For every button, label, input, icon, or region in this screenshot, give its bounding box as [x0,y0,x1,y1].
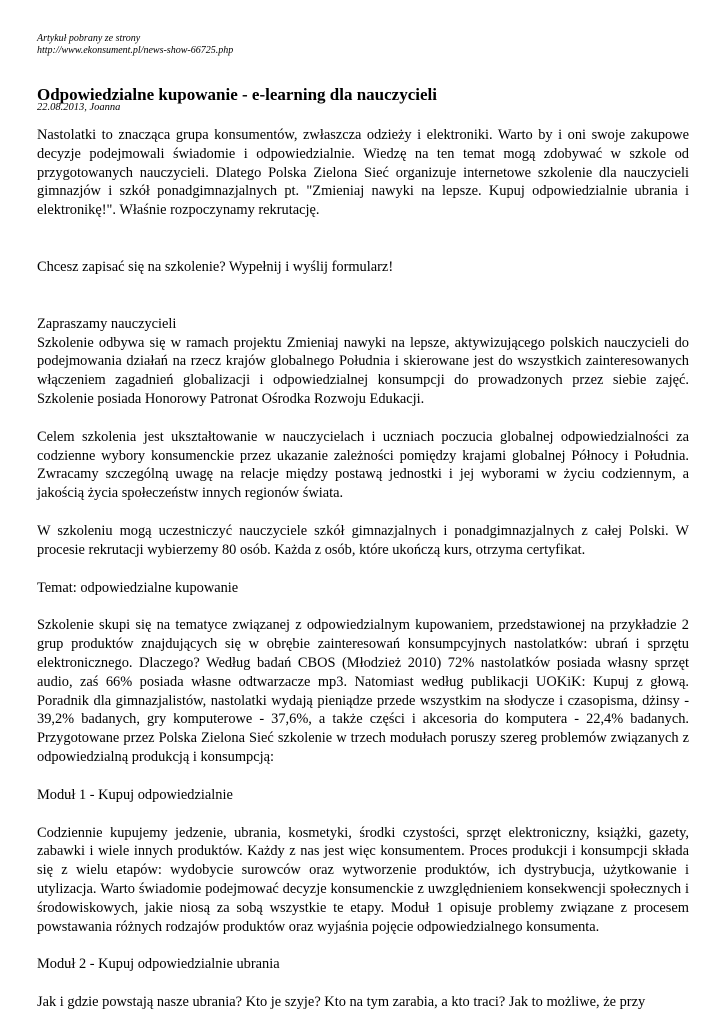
paragraph-topic: Szkolenie skupi się na tematyce związanej z odpowiedzialnym kupowaniem, przedstawionej na przykładzie 2 grup produktów znajdujących się w obrębie zainteresowań konsumpcyjnych nastolatków: ubrań i sprzętu elektronicznego. Dlaczego? Według badań CBOS (Młodzież 2010) 72% nastolatków posiada własny sprzęt audio, zaś 66% posiada własne odtwarzacze mp3. Natomiast według publikacji UOKiK: Kupuj z głową. Poradnik dla gimnazjalistów, nastolatki wydają pieniądze przede wszystkim na słodycze i czasopisma, dżinsy - 39,2% badanych, gry komputerowe - 37,6%, a także części i akcesoria do komputera - 22,4% badanych. Przygotowane przez Polska Zielona Sieć szkolenie w trzech modułach poruszy szereg problemów związanych z odpowiedzialną produkcją i konsumpcją: [37,617,689,765]
paragraph-module2-heading: Moduł 2 - Kupuj odpowiedzialnie ubrania [37,956,280,973]
paragraph-module1-heading: Moduł 1 - Kupuj odpowiedzialnie [37,786,233,803]
source-url: http://www.ekonsument.pl/news-show-66725.php [37,45,234,56]
source-label: Artykuł pobrany ze strony [37,33,141,44]
paragraph-topic-heading: Temat: odpowiedzialne kupowanie [37,579,239,596]
article-body [37,126,689,1012]
source-note [37,33,233,57]
paragraph-module1: Codziennie kupujemy jedzenie, ubrania, kosmetyki, środki czystości, sprzęt elektroniczny, książki, gazety, zabawki i wiele innych produktów. Każdy z nas jest więc konsumentem. Proces produkcji i konsumpcji składa się z wielu etapów: wydobycie surowców oraz wytworzenie produktów, ich dystrybucja, użytkowanie i utylizacja. Warto świadomie podejmować decyzje konsumenckie z uwzględnieniem konsekwencji społecznych i środowiskowych, jakie niosą za sobą wszystkie te etapy. Moduł 1 opisuje problemy związane z procesem powstawania różnych rodzajów produktów oraz wyjaśnia pojęcie odpowiedzialnego konsumenta. [37,824,689,935]
article-byline: 22.08.2013, Joanna [37,102,121,113]
paragraph-signup: Chcesz zapisać się na szkolenie? Wypełnij i wyślij formularz! [37,258,394,275]
paragraph-goal: Celem szkolenia jest ukształtowanie w nauczycielach i uczniach poczucia globalnej odpowiedzialności za codzienne wybory konsumenckie przez ukazanie zależności pomiędzy krajami globalnej Północy i Południa. Zwracamy szczególną uwagę na relacje między postawą jednostki i jej wyborami w życiu codziennym, a jakością życia społeczeństw innych regionów świata. [37,428,689,502]
paragraph-module2: Jak i gdzie powstają nasze ubrania? Kto je szyje? Kto na tym zarabia, a kto traci? Jak to możliwe, że przy [37,994,646,1011]
paragraph-invite-heading: Zapraszamy nauczycieli [37,315,177,332]
article-title: Odpowiedzialne kupowanie - e-learning dla nauczycieli [37,85,437,104]
paragraph-intro: Nastolatki to znacząca grupa konsumentów, zwłaszcza odzieży i elektroniki. Warto by i oni swoje zakupowe decyzje podejmowali świadomie i odpowiedzialnie. Wiedzę na ten temat mogą zdobywać w szkole od przygotowanych nauczycieli. Dlatego Polska Zielona Sieć organizuje internetowe szkolenie dla nauczycieli gimnazjów i szkół ponadgimnazjalnych pt. "Zmieniaj nawyki na lepsze. Kupuj odpowiedzialnie ubrania i elektronikę!". Właśnie rozpoczynamy rekrutację. [37,127,689,219]
paragraph-participants: W szkoleniu mogą uczestniczyć nauczyciele szkół gimnazjalnych i ponadgimnazjalnych z całej Polski. W procesie rekrutacji wybierzemy 80 osób. Każda z osób, które ukończą kurs, otrzyma certyfikat. [37,522,689,558]
paragraph-project: Szkolenie odbywa się w ramach projektu Zmieniaj nawyki na lepsze, aktywizującego polskich nauczycieli do podejmowania działań na rzecz krajów globalnego Południa i skierowane jest do wszystkich zainteresowanych włączeniem zagadnień globalizacji i odpowiedzialnej konsumpcji do prowadzonych przez siebie zajęć. Szkolenie posiada Honorowy Patronat Ośrodka Rozwoju Edukacji. [37,334,689,407]
